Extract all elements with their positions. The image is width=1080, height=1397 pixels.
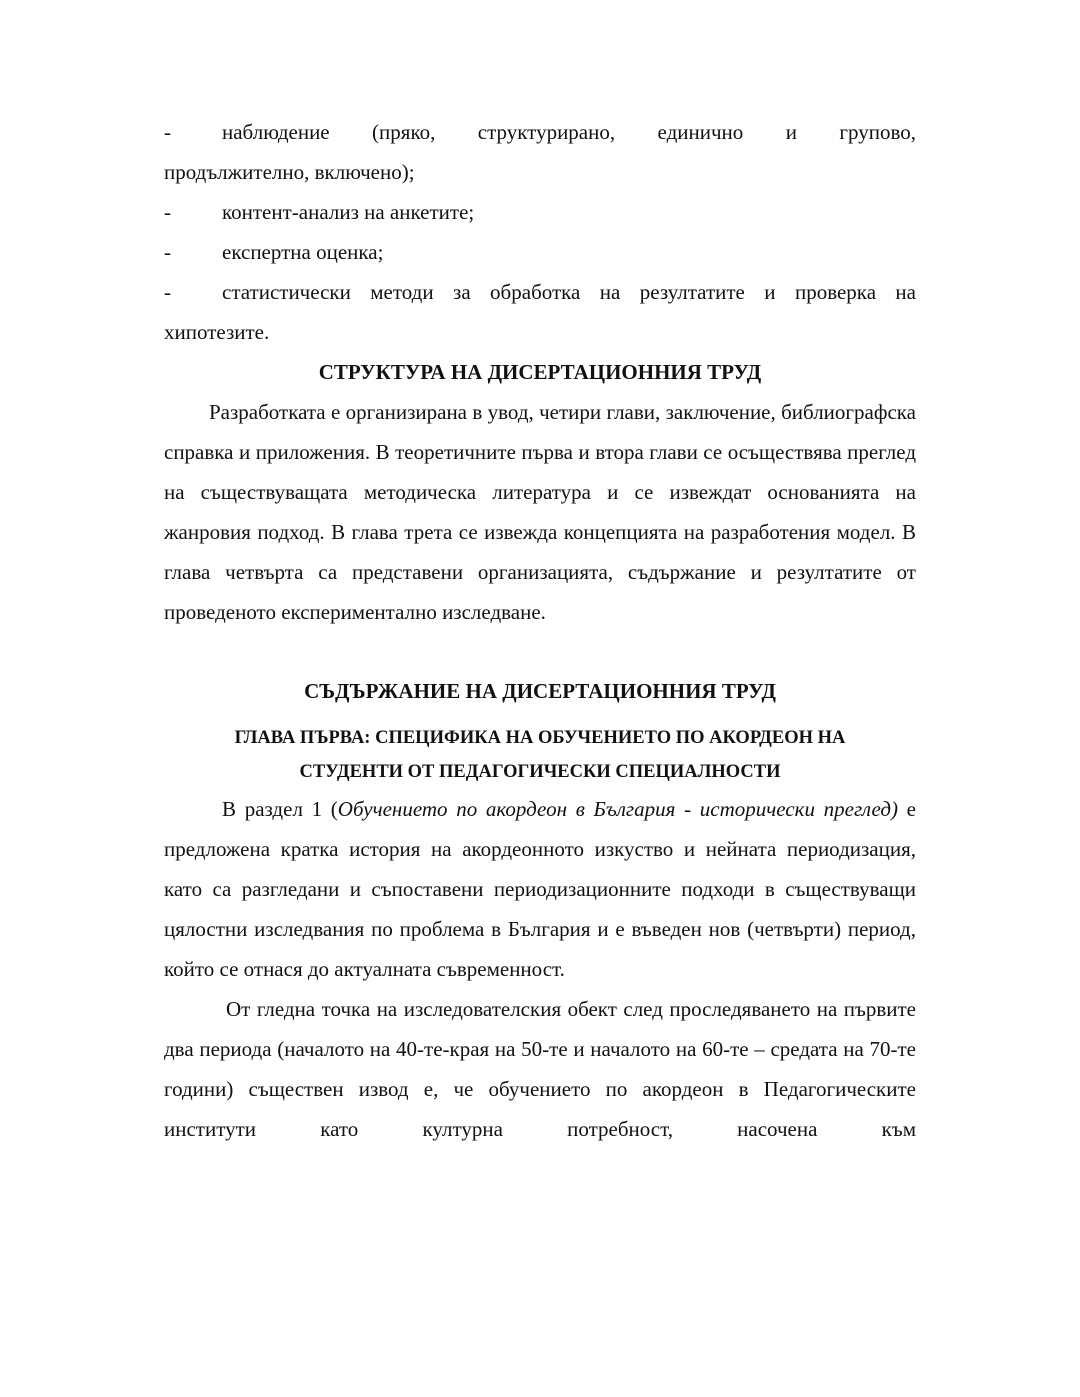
bullet-observation-line2: продължително, включено); [164, 160, 415, 184]
content-heading: СЪДЪРЖАНИЕ НА ДИСЕРТАЦИОННИЯ ТРУД [304, 679, 776, 703]
bullet-expert-assessment [164, 232, 916, 272]
bullet-dash: - [164, 280, 171, 304]
section-one-body: е предложена кратка история на акордеонното изкуство и нейната периодизация, като са разгледани и съпоставени периодизационните подходи в съществуващи цялостни изследвания по проблема в България и е въведен нов (четвърти) период, който се отнася до актуалната съвременност. [164, 797, 916, 981]
section-gap [164, 632, 916, 671]
bullet-dash: - [164, 240, 171, 264]
chapter-one-heading-line2: СТУДЕНТИ ОТ ПЕДАГОГИЧЕСКИ СПЕЦИАЛНОСТИ [299, 762, 781, 782]
heading-gap [164, 711, 916, 721]
bullet-observation [164, 112, 916, 152]
section-one-intro: В раздел 1 ( [222, 797, 338, 821]
bullet-dash: - [164, 200, 171, 224]
research-object-paragraph: От гледна точка на изследователския обект след проследяването на първите два периода (началото на 40-те-края на 50-те и началото на 60-те – средата на 70-те години) съществен извод е, че обучението по акордеон в Педагогическите институти като културна потребност, насочена към [164, 997, 916, 1141]
bullet-statistical-methods [164, 272, 916, 312]
bullet-observation-line1: наблюдение (пряко, структурирано, единично и групово, [222, 120, 916, 144]
bullet-content-analysis [164, 192, 916, 232]
section-one-title: Обучението по акордеон в България - исторически преглед) [337, 797, 898, 821]
bullet-content-analysis-text: контент-анализ на анкетите; [222, 200, 475, 224]
bullet-expert-assessment-text: експертна оценка; [222, 240, 384, 264]
structure-heading: СТРУКТУРА НА ДИСЕРТАЦИОННИЯ ТРУД [318, 360, 762, 384]
bullet-statistical-methods-line2: хипотезите. [164, 320, 270, 344]
chapter-one-heading-line1: ГЛАВА ПЪРВА: СПЕЦИФИКА НА ОБУЧЕНИЕТО ПО АКОРДЕОН НА [234, 728, 846, 748]
section-one-paragraph [164, 789, 916, 989]
bullet-dash: - [164, 120, 171, 144]
bullet-statistical-methods-line1: статистически методи за обработка на резултатите и проверка на [222, 280, 916, 304]
structure-paragraph: Разработката е организирана в увод, четири глави, заключение, библиографска справка и приложения. В теоретичните първа и втора глави се осъществява преглед на съществуващата методическа литература и се извеждат основанията на жанровия подход. В глава трета се извежда концепцията на разработения модел. В глава четвърта са представени организацията, съдържание и резултатите от проведеното експериментално изследване. [164, 400, 916, 624]
chapter-one-heading [164, 721, 916, 789]
document-page [164, 112, 916, 1149]
